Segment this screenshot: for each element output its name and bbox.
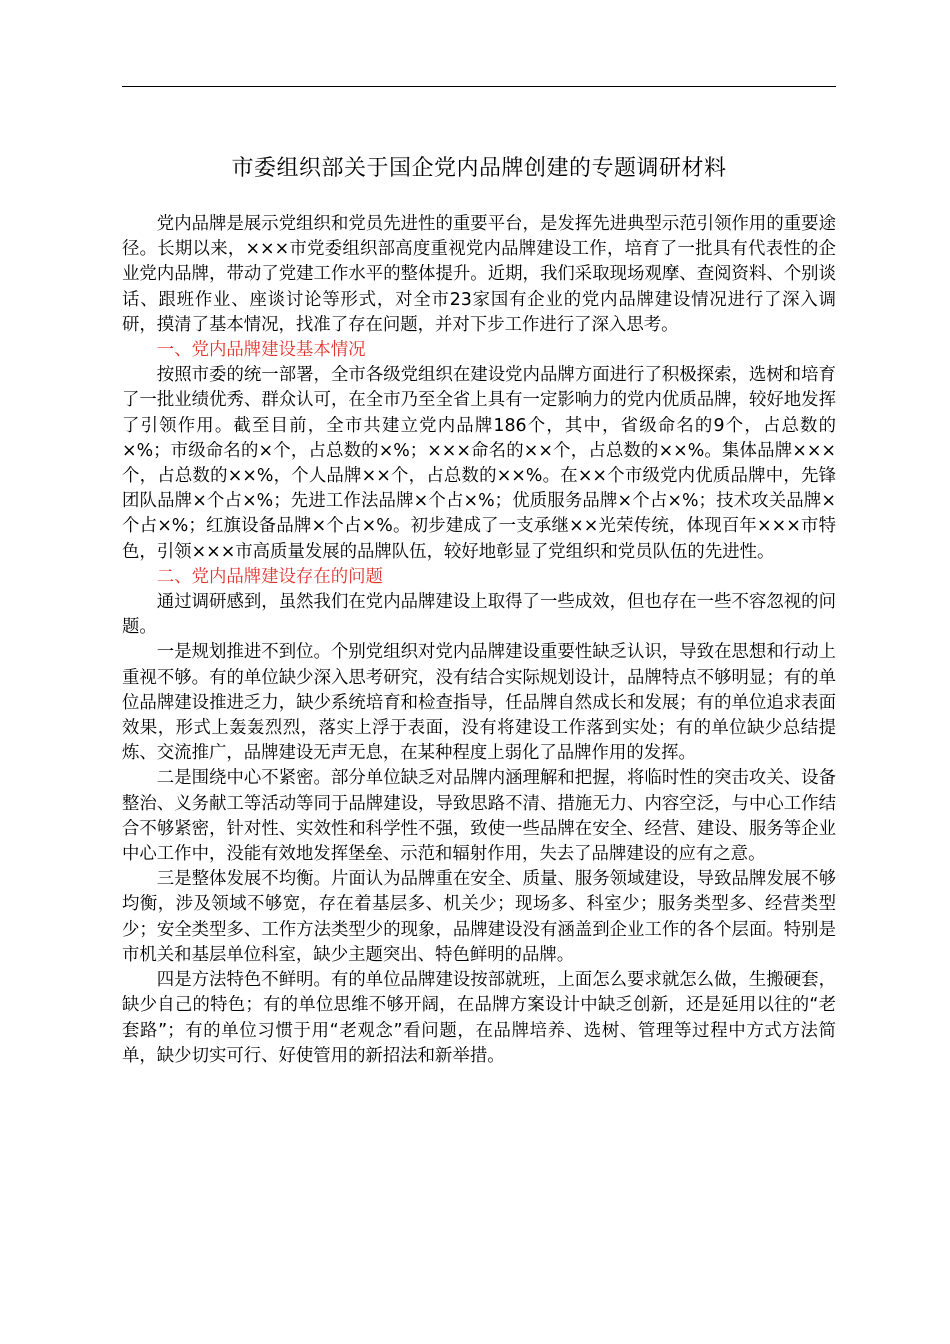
document-body	[122, 212, 836, 1069]
problem-4-paragraph: 四是方法特色不鲜明。有的单位品牌建设按部就班，上面怎么要求就怎么做，生搬硬套，缺少自己的特色；有的单位思维不够开阔，在品牌方案设计中缺乏创新，还是延用以往的“老套路”；有的单位习惯于用“老观念”看问题，在品牌培养、选树、管理等过程中方式方法简单，缺少切实可行、好使管用的新招法和新举措。	[122, 970, 836, 1066]
problem-3-paragraph: 三是整体发展不均衡。片面认为品牌重在安全、质量、服务领域建设，导致品牌发展不够均衡，涉及领域不够宽，存在着基层多、机关少；现场多、科室少；服务类型多、经营类型少；安全类型多、工作方法类型少的现象，品牌建设没有涵盖到企业工作的各个层面。特别是市机关和基层单位科室，缺少主题突出、特色鲜明的品牌。	[122, 869, 836, 965]
document-title: 市委组织部关于国企党内品牌创建的专题调研材料	[231, 156, 727, 181]
section-heading-problems: 二、党内品牌建设存在的问题	[156, 566, 383, 587]
problem-1-paragraph: 一是规划推进不到位。个别党组织对党内品牌建设重要性缺乏认识，导致在思想和行动上重视不够。有的单位缺少深入思考研究，没有结合实际规划设计，品牌特点不够明显；有的单位品牌建设推进乏力，缺少系统培育和检查指导，任品牌自然成长和发展；有的单位追求表面效果，形式上轰轰烈烈，落实上浮于表面，没有将建设工作落到实处；有的单位缺少总结提炼、交流推广，品牌建设无声无息，在某种程度上弱化了品牌作用的发挥。	[122, 642, 836, 764]
problems-intro-paragraph: 通过调研感到，虽然我们在党内品牌建设上取得了一些成效，但也存在一些不容忽视的问题。	[122, 592, 836, 638]
problem-2-paragraph: 二是围绕中心不紧密。部分单位缺乏对品牌内涵理解和把握，将临时性的突击攻关、设备整治、义务献工等活动等同于品牌建设，导致思路不清、措施无力、内容空泛，与中心工作结合不够紧密，针对性、实效性和科学性不强，致使一些品牌在安全、经营、建设、服务等企业中心工作中，没能有效地发挥堡垒、示范和辐射作用，失去了品牌建设的应有之意。	[122, 768, 836, 865]
basic-situation-paragraph: 按照市委的统一部署，全市各级党组织在建设党内品牌方面进行了积极探索，选树和培育了一批业绩优秀、群众认可，在全市乃至全省上具有一定影响力的党内优质品牌，较好地发挥了引领作用。截至目前，全市共建立党内品牌186个，其中，省级命名的9个，占总数的×%；市级命名的×个，占总数的×%；×××命名的××个，占总数的××%。集体品牌×××个，占总数的××%，个人品牌××个，占总数的××%。在××个市级党内优质品牌中，先锋团队品牌×个占×%；先进工作法品牌×个占×%；优质服务品牌×个占×%；技术攻关品牌×个占×%；红旗设备品牌×个占×%。初步建成了一支承继××光荣传统，体现百年×××市特色，引领×××市高质量发展的品牌队伍，较好地彰显了党组织和党员队伍的先进性。	[122, 365, 836, 562]
intro-paragraph: 党内品牌是展示党组织和党员先进性的重要平台，是发挥先进典型示范引领作用的重要途径。长期以来，×××市党委组织部高度重视党内品牌建设工作，培育了一批具有代表性的企业党内品牌，带动了党建工作水平的整体提升。近期，我们采取现场观摩、查阅资料、个别谈话、跟班作业、座谈讨论等形式，对全市23家国有企业的党内品牌建设情况进行了深入调研，摸清了基本情况，找准了存在问题，并对下步工作进行了深入思考。	[122, 214, 836, 335]
header-rule	[122, 86, 836, 87]
section-heading-basic-situation: 一、党内品牌建设基本情况	[156, 340, 366, 361]
